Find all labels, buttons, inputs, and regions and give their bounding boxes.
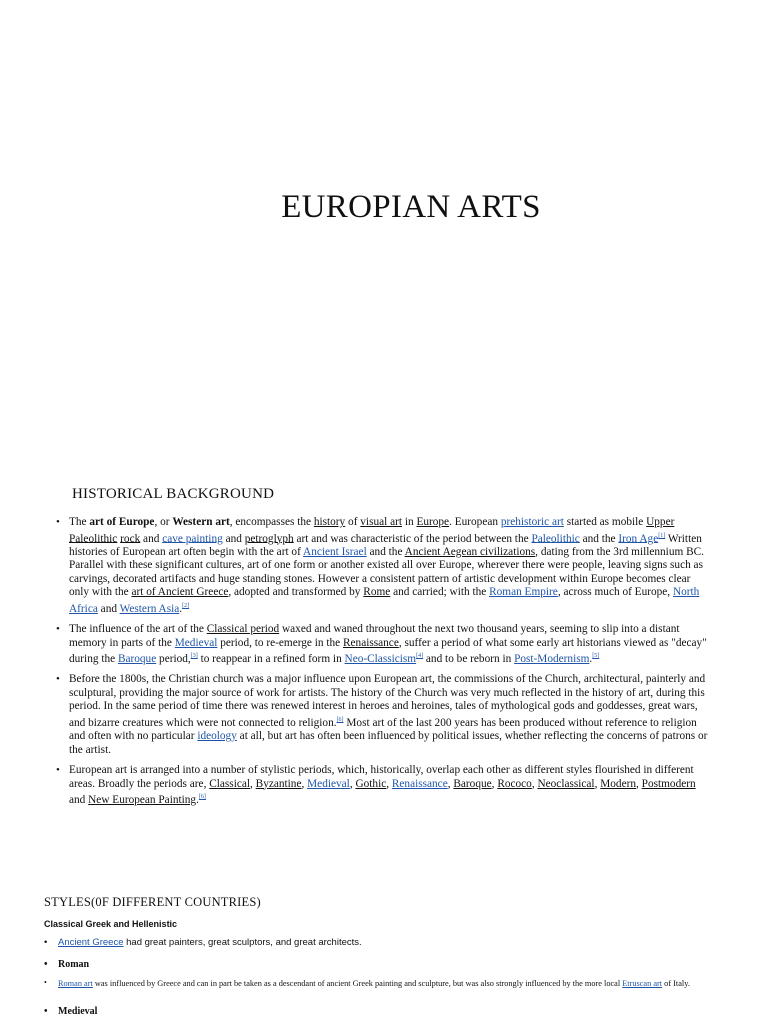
text: Written histories of European art often begin with the art of <box>69 532 702 558</box>
subheading-roman <box>44 959 89 970</box>
link-baroque[interactable]: Baroque <box>453 777 492 790</box>
link-prehistoric-art[interactable]: prehistoric art <box>500 516 564 528</box>
link-roman-art[interactable]: Roman art <box>58 979 93 988</box>
text: , <box>447 777 454 790</box>
link-etruscan-art[interactable]: Etruscan art <box>622 979 663 988</box>
link-rome[interactable]: Rome <box>363 586 391 599</box>
link-renaissance[interactable]: Renaissance <box>391 777 448 790</box>
text: period, to re-emerge in the <box>217 636 343 649</box>
link-renaissance[interactable]: Renaissance <box>343 636 399 649</box>
text: , <box>349 777 356 790</box>
text: and to be reborn in <box>423 652 515 665</box>
text: The <box>69 516 90 528</box>
citation-ref[interactable]: [1] <box>658 532 666 539</box>
text: period, <box>156 652 191 665</box>
text: started as mobile <box>563 516 647 528</box>
link-cave-painting[interactable]: cave painting <box>162 532 223 545</box>
link-paleolithic[interactable]: Paleolithic <box>531 532 580 545</box>
roman-paragraph <box>58 978 718 989</box>
bullet: • <box>56 764 60 777</box>
link-classical[interactable]: Classical <box>209 777 251 790</box>
text: , <box>531 777 538 790</box>
link-art-of-ancient-greece[interactable]: art of Ancient Greece <box>131 586 229 599</box>
citation-ref[interactable]: [4] <box>416 653 424 660</box>
text: The influence of the art of the <box>69 623 207 636</box>
text: of <box>345 516 361 528</box>
link-roman-empire[interactable]: Roman Empire <box>489 586 558 599</box>
link-post-modernism[interactable]: Post-Modernism <box>514 652 590 665</box>
text: and <box>97 602 120 615</box>
subheading-classical-greek: Classical Greek and Hellenistic <box>44 919 178 929</box>
page-title: EUROPIAN ARTS <box>281 189 541 225</box>
text: , or <box>154 516 173 528</box>
text: , <box>636 777 642 790</box>
citation-ref[interactable]: [2] <box>182 602 190 609</box>
list-item <box>56 623 712 666</box>
section-heading-styles: STYLES(0F DIFFERENT COUNTRIES) <box>44 895 261 909</box>
bullet: • <box>56 623 60 636</box>
text: , <box>386 777 392 790</box>
text: , adopted and transformed by <box>228 586 364 599</box>
text: Medieval <box>58 1006 98 1017</box>
text: art and was characteristic of the period between the <box>293 532 532 545</box>
link-north-africa[interactable]: North Africa <box>69 586 700 615</box>
text: . <box>179 602 183 615</box>
text: European art is arranged into a number of stylistic periods, which, historically, overlap each other as different styles flourished in different areas. Broadly the periods are, <box>69 764 694 790</box>
subheading-medieval <box>44 1006 97 1017</box>
link-neo-classicism[interactable]: Neo-Classicism <box>344 652 417 665</box>
text: at all, but art has often been influenced by political issues, whether reflecting the concerns of patrons or the artist. <box>69 730 708 756</box>
link-history[interactable]: history <box>313 516 346 528</box>
text: , encompasses the <box>229 516 314 528</box>
link-ideology[interactable]: ideology <box>197 730 237 743</box>
link-byzantine[interactable]: Byzantine <box>255 777 302 790</box>
text: , across much of Europe, <box>557 586 673 599</box>
link-modern[interactable]: Modern <box>600 777 637 790</box>
link-aegean-civilizations[interactable]: Ancient Aegean civilizations <box>404 545 536 558</box>
link-upper-paleolithic[interactable]: Upper Paleolithic <box>69 516 675 545</box>
text: Roman <box>58 959 90 970</box>
link-baroque[interactable]: Baroque <box>117 652 157 665</box>
section-heading-historical: HISTORICAL BACKGROUND <box>72 486 275 502</box>
text: Before the 1800s, the Christian church was a major influence upon European art, the commissions of the Church, architectural, painterly and sculptural, providing the major source of work for artists. The history of the Church was very much reflected in the history of art, during this period. In the same period of time there was renewed interest in heroes and heroines, tales of mythological gods and goddesses, great wars, and bizarre creatures which were not connected to religion. <box>69 673 706 729</box>
text: and the <box>579 532 619 545</box>
link-europe[interactable]: Europe <box>416 516 450 528</box>
text: . <box>589 652 593 665</box>
list-item <box>56 764 712 807</box>
text: . European <box>449 516 501 528</box>
link-visual-art[interactable]: visual art <box>360 516 403 528</box>
link-neoclassical[interactable]: Neoclassical <box>537 777 595 790</box>
text: and <box>69 793 89 806</box>
link-petroglyph[interactable]: petroglyph <box>244 532 294 545</box>
text: to reappear in a refined form in <box>197 652 345 665</box>
text: , <box>250 777 256 790</box>
text: waxed and waned throughout the next two thousand years, seeming to slip into a distant memory in parts of the <box>69 623 680 649</box>
text: , suffer a period of what some early art historians viewed as "decay" during the <box>69 636 707 665</box>
link-new-european-painting[interactable]: New European Painting <box>88 793 197 806</box>
text: , <box>301 777 308 790</box>
link-medieval[interactable]: Medieval <box>307 777 350 790</box>
citation-ref[interactable]: [6] <box>336 716 344 723</box>
bullet: • <box>44 1006 48 1017</box>
bullet: • <box>56 673 60 686</box>
bold-term: art of Europe <box>89 516 155 528</box>
text: and carried; with the <box>390 586 490 599</box>
historical-list <box>56 516 712 814</box>
citation-ref[interactable]: [6] <box>198 794 206 801</box>
text: in <box>402 516 417 528</box>
link-rock[interactable]: rock <box>120 532 141 545</box>
text: . <box>196 793 199 806</box>
bold-term: Western art <box>172 516 230 528</box>
text: and <box>222 532 245 545</box>
list-item <box>56 516 712 616</box>
bullet: • <box>56 516 60 528</box>
link-ancient-greece[interactable]: Ancient Greece <box>58 937 124 948</box>
link-medieval[interactable]: Medieval <box>174 636 218 649</box>
text: was influenced by Greece and can in part be taken as a descendant of ancient Greek painting and sculpture, but was also strongly influenced by the more local <box>92 979 623 988</box>
link-postmodern[interactable]: Postmodern <box>641 777 696 790</box>
citation-ref[interactable]: [5] <box>592 653 600 660</box>
link-iron-age[interactable]: Iron Age <box>618 532 659 545</box>
text: , <box>491 777 498 790</box>
link-classical-period[interactable]: Classical period <box>206 623 280 636</box>
list-item-greece <box>44 937 362 948</box>
bullet: • <box>44 959 48 970</box>
citation-ref[interactable]: [3] <box>190 653 198 660</box>
text: had great painters, great sculptors, and great architects. <box>123 937 362 948</box>
text: , dating from the 3rd millennium BC. Parallel with these significant cultures, art of one form or another existed all over Europe, wherever there were people, leaving signs such as carvings, decorated artifacts and huge standing stones. However a consistent pattern of artistic development within Europe becomes clear only with the <box>69 545 704 599</box>
link-western-asia[interactable]: Western Asia <box>119 602 180 615</box>
text: , <box>594 777 601 790</box>
bullet: • <box>44 937 48 948</box>
list-item <box>56 673 712 757</box>
link-rococo[interactable]: Rococo <box>497 777 532 790</box>
text: of Italy. <box>662 979 690 988</box>
bullet: • <box>44 978 47 987</box>
text: Most art of the last 200 years has been produced without reference to religion and often with no particular <box>69 716 697 743</box>
text: and the <box>366 545 405 558</box>
link-gothic[interactable]: Gothic <box>355 777 387 790</box>
link-ancient-israel[interactable]: Ancient Israel <box>303 545 367 558</box>
text: and <box>140 532 163 545</box>
